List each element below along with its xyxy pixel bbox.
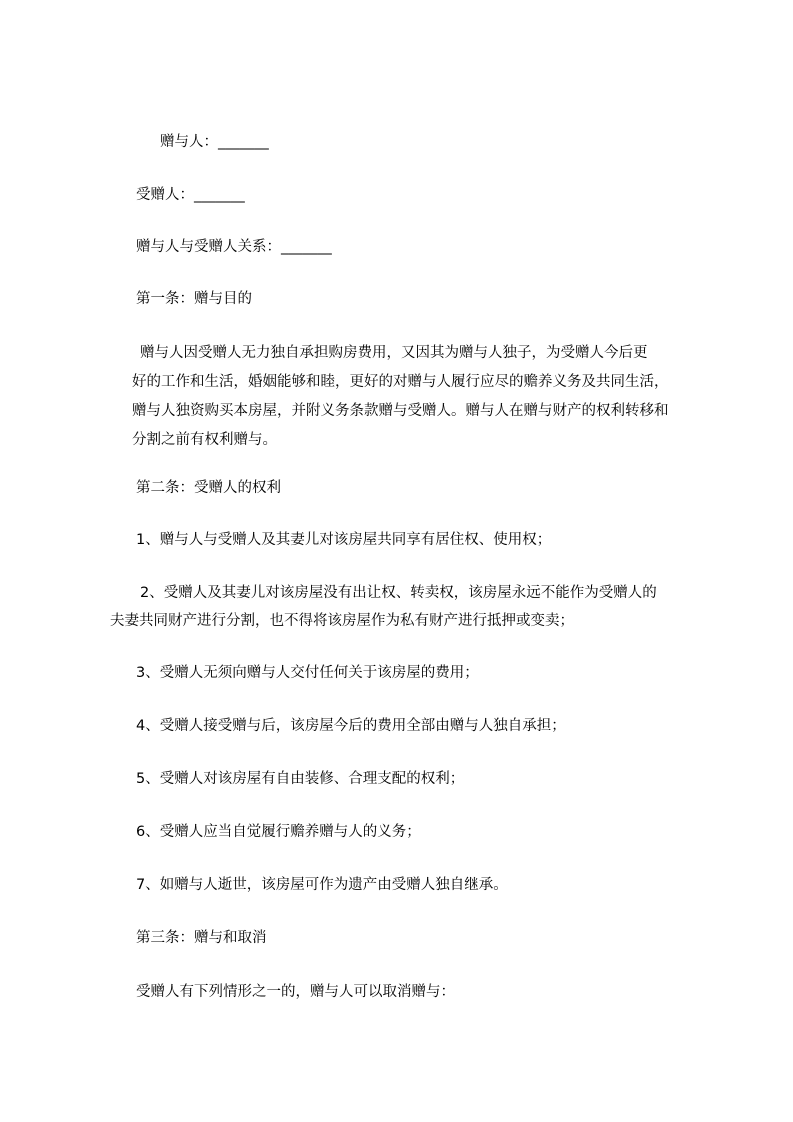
article-2-title: 第二条：受赠人的权利	[136, 480, 281, 496]
right-item-4: 4、受赠人接受赠与后，该房屋今后的费用全部由赠与人独自承担；	[136, 718, 566, 734]
article-1-title: 第一条：赠与目的	[136, 291, 252, 307]
right-item-1: 1、赠与人与受赠人及其妻儿对该房屋共同享有居住权、使用权；	[136, 532, 552, 548]
right-item-3: 3、受赠人无须向赠与人交付任何关于该房屋的费用；	[136, 665, 479, 681]
article-1-line: 好的工作和生活，婚姻能够和睦，更好的对赠与人履行应尽的赡养义务及共同生活，	[132, 374, 669, 390]
relation-line: 赠与人与受赠人关系：_______	[136, 239, 332, 255]
article-1-line: 赠与人因受赠人无力独自承担购房费用，又因其为赠与人独子，为受赠人今后更	[140, 345, 648, 361]
article-1-body	[132, 339, 716, 455]
donor-line: 赠与人：_______	[160, 134, 269, 150]
right-item-5: 5、受赠人对该房屋有自由装修、合理支配的权利；	[136, 771, 465, 787]
article-1-line: 赠与人独资购买本房屋，并附义务条款赠与受赠人。赠与人在赠与财产的权利转移和	[132, 403, 669, 419]
right-item-6: 6、受赠人应当自觉履行赡养赠与人的义务；	[136, 824, 421, 840]
donee-line: 受赠人：_______	[136, 187, 245, 203]
right-item-2-cont: 夫妻共同财产进行分割，也不得将该房屋作为私有财产进行抵押或变卖；	[110, 613, 574, 629]
right-item-7: 7、如赠与人逝世，该房屋可作为遗产由受赠人独自继承。	[136, 877, 508, 893]
article-3-intro: 受赠人有下列情形之一的，赠与人可以取消赠与：	[136, 984, 455, 1000]
article-1-line: 分割之前有权利赠与。	[132, 432, 277, 448]
right-item-2: 2、受赠人及其妻儿对该房屋没有出让权、转卖权，该房屋永远不能作为受赠人的	[140, 585, 657, 601]
article-3-title: 第三条：赠与和取消	[136, 930, 267, 946]
